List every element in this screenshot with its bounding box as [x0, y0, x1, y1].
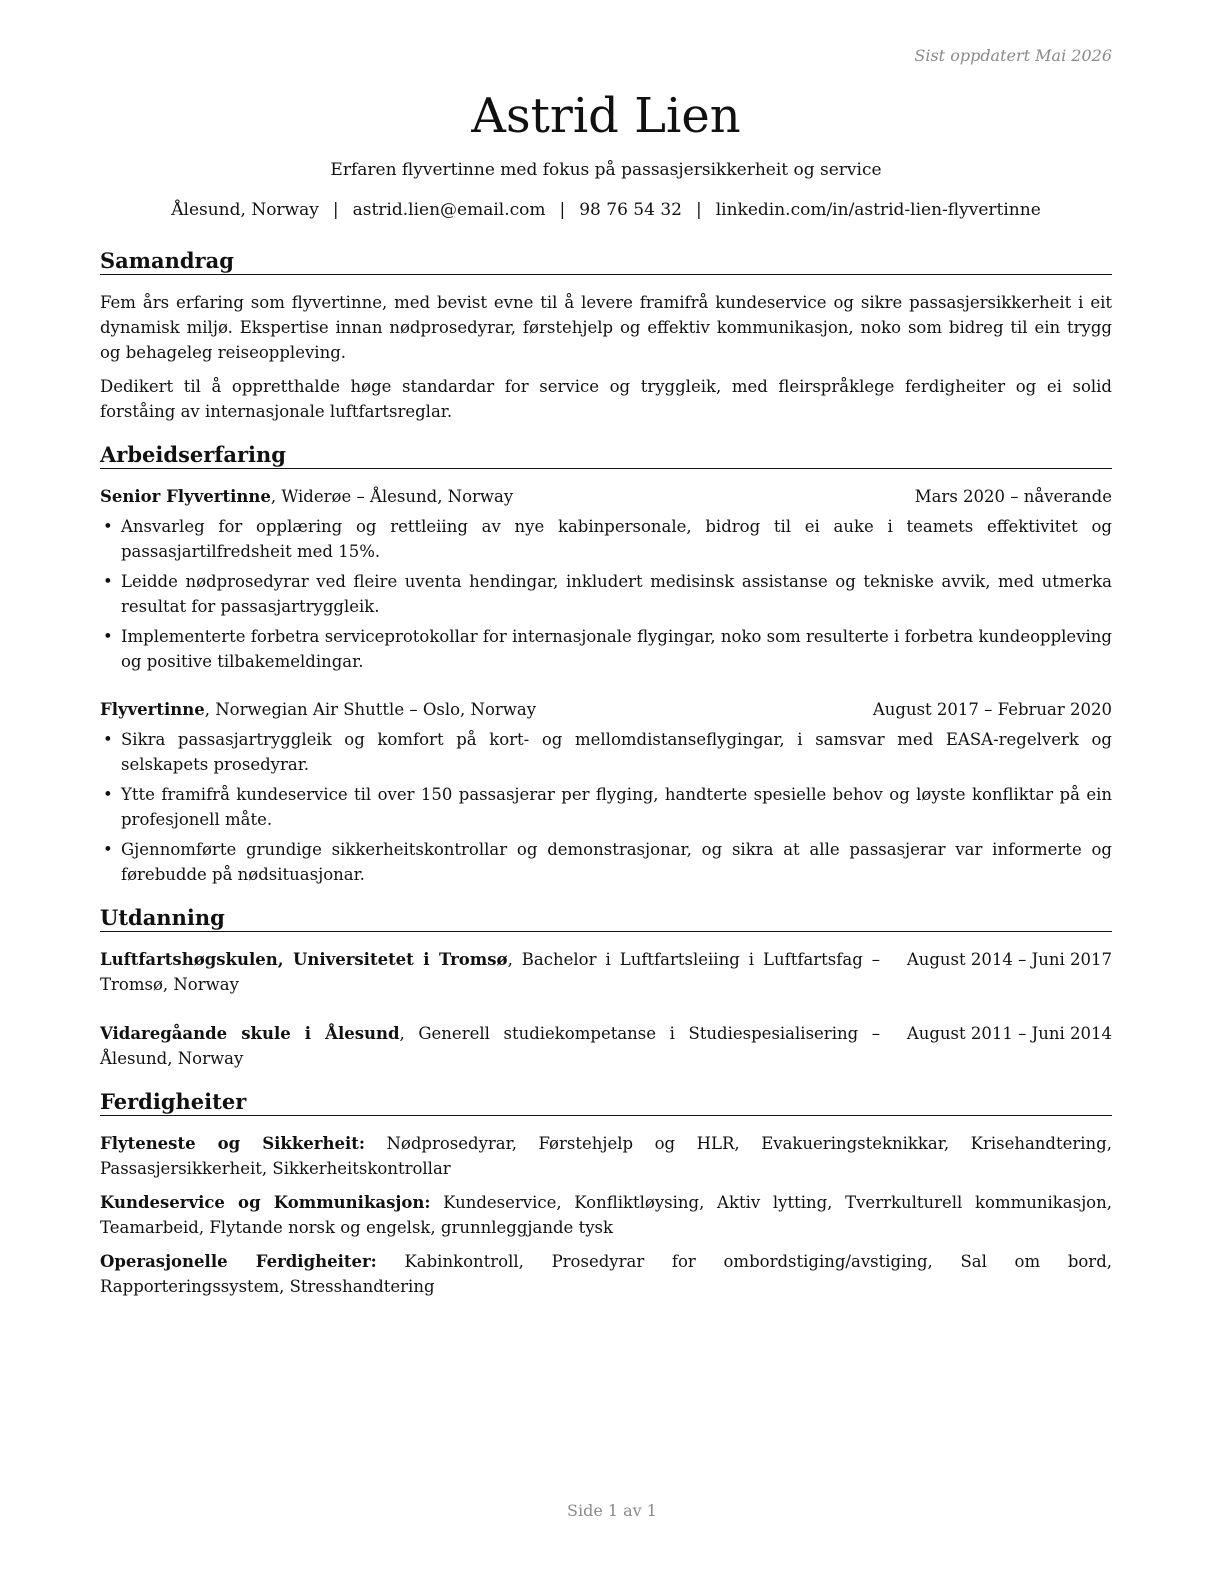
last-updated: Sist oppdatert Mai 2026	[914, 46, 1112, 65]
education-degree: , Bachelor i Luftfartsleiing i Luftfartsfag – Tromsø, Norway	[100, 950, 880, 994]
skill-group	[100, 1190, 1112, 1240]
job-bullet: • Implementerte forbetra serviceprotokollar for internasjonale flygingar, noko som resulterte i forbetra kundeoppleving og positive tilbakemeldingar.	[100, 624, 1112, 674]
summary-section	[100, 248, 1112, 424]
contact-email[interactable]: astrid.lien@email.com	[352, 200, 546, 220]
skill-group	[100, 1131, 1112, 1181]
candidate-name: Astrid Lien	[471, 88, 741, 144]
education-section	[100, 905, 1112, 1071]
job-bullet: • Sikra passasjartryggleik og komfort på kort- og mellomdistanseflygingar, i samsvar med EASA-regelverk og selskapets prosedyrar.	[100, 727, 1112, 777]
summary-paragraph: Fem års erfaring som flyvertinne, med bevist evne til å levere framifrå kundeservice og sikre passasjersikkerheit i eit dynamisk miljø. Ekspertise innan nødprosedyrar, førstehjelp og effektiv kommunikasjon, noko som bidreg til ein trygg og behageleg reiseoppleving.	[100, 293, 1112, 362]
job-employer: , Widerøe – Ålesund, Norway	[270, 487, 514, 506]
page-number: Side 1 av 1	[567, 1501, 657, 1520]
resume-page	[100, 40, 1112, 1299]
summary-paragraph: Dedikert til å oppretthalde høge standardar for service og tryggleik, med fleirspråklege ferdigheiter og ei solid forståing av internasjonale luftfartsreglar.	[100, 377, 1112, 421]
contact-line	[100, 198, 1112, 222]
skill-group-text: Kabinkontroll, Prosedyrar for ombordstiging/avstiging, Sal om bord, Rapporteringssystem, Stresshandtering	[100, 1252, 1113, 1296]
education-date: August 2014 – Juni 2017	[906, 950, 1112, 969]
job-header	[100, 484, 1112, 509]
contact-location: Ålesund, Norway	[171, 200, 319, 220]
education-date: August 2011 – Juni 2014	[906, 1024, 1112, 1043]
job-bullet: • Gjennomførte grundige sikkerheitskontrollar og demonstrasjonar, og sikra at alle passasjerar var informerte og førebudde på nødsituasjonar.	[100, 837, 1112, 887]
skill-group-label: Flyteneste og Sikkerheit:	[100, 1134, 365, 1153]
job-title: Senior Flyvertinne	[100, 487, 271, 506]
education-entry	[100, 1021, 1112, 1071]
contact-separator: |	[695, 200, 702, 220]
job-bullet: • Ytte framifrå kundeservice til over 150 passasjerar per flyging, handterte spesielle behov og løyste konfliktar på ein profesjonell måte.	[100, 782, 1112, 832]
education-school: Vidaregåande skule i Ålesund	[100, 1024, 400, 1043]
job-date: August 2017 – Februar 2020	[872, 700, 1112, 719]
education-degree: , Generell studiekompetanse i Studiespesialisering – Ålesund, Norway	[100, 1024, 880, 1068]
skill-group-text: Kundeservice, Konfliktløysing, Aktiv lytting, Tverrkulturell kommunikasjon, Teamarbeid, Flytande norsk og engelsk, grunnleggjande tysk	[100, 1193, 1112, 1237]
job-entry	[100, 484, 1112, 674]
skills-section	[100, 1089, 1112, 1299]
experience-section	[100, 442, 1112, 887]
job-title: Flyvertinne	[100, 700, 205, 719]
skills-heading: Ferdigheiter	[100, 1089, 1112, 1116]
contact-phone: 98 76 54 32	[579, 200, 682, 220]
summary-heading: Samandrag	[100, 248, 1112, 275]
education-heading: Utdanning	[100, 905, 1112, 932]
skill-group-label: Operasjonelle Ferdigheiter:	[100, 1252, 377, 1271]
contact-linkedin[interactable]: linkedin.com/in/astrid-lien-flyvertinne	[715, 200, 1041, 220]
job-bullet: • Ansvarleg for opplæring og rettleiing av nye kabinpersonale, bidrog til ei auke i teamets effektivitet og passasjartilfredsheit med 15%.	[100, 514, 1112, 564]
job-bullets	[100, 727, 1112, 887]
contact-separator: |	[559, 200, 566, 220]
job-employer: , Norwegian Air Shuttle – Oslo, Norway	[204, 700, 537, 719]
tagline: Erfaren flyvertinne med fokus på passasjersikkerheit og service	[330, 160, 882, 180]
job-date: Mars 2020 – nåverande	[914, 487, 1112, 506]
skill-group-text: Nødprosedyrar, Førstehjelp og HLR, Evakueringsteknikkar, Krisehandtering, Passasjersikkerheit, Sikkerheitskontrollar	[100, 1134, 1112, 1178]
job-bullets	[100, 514, 1112, 674]
skill-group-label: Kundeservice og Kommunikasjon:	[100, 1193, 431, 1212]
education-entry	[100, 947, 1112, 997]
job-header	[100, 697, 1112, 722]
contact-separator: |	[332, 200, 339, 220]
job-bullet: • Leidde nødprosedyrar ved fleire uventa hendingar, inkludert medisinsk assistanse og tekniske avvik, med utmerka resultat for passasjartryggleik.	[100, 569, 1112, 619]
experience-heading: Arbeidserfaring	[100, 442, 1112, 469]
job-entry	[100, 697, 1112, 887]
skill-group	[100, 1249, 1112, 1299]
education-school: Luftfartshøgskulen, Universitetet i Tromsø	[100, 950, 508, 969]
